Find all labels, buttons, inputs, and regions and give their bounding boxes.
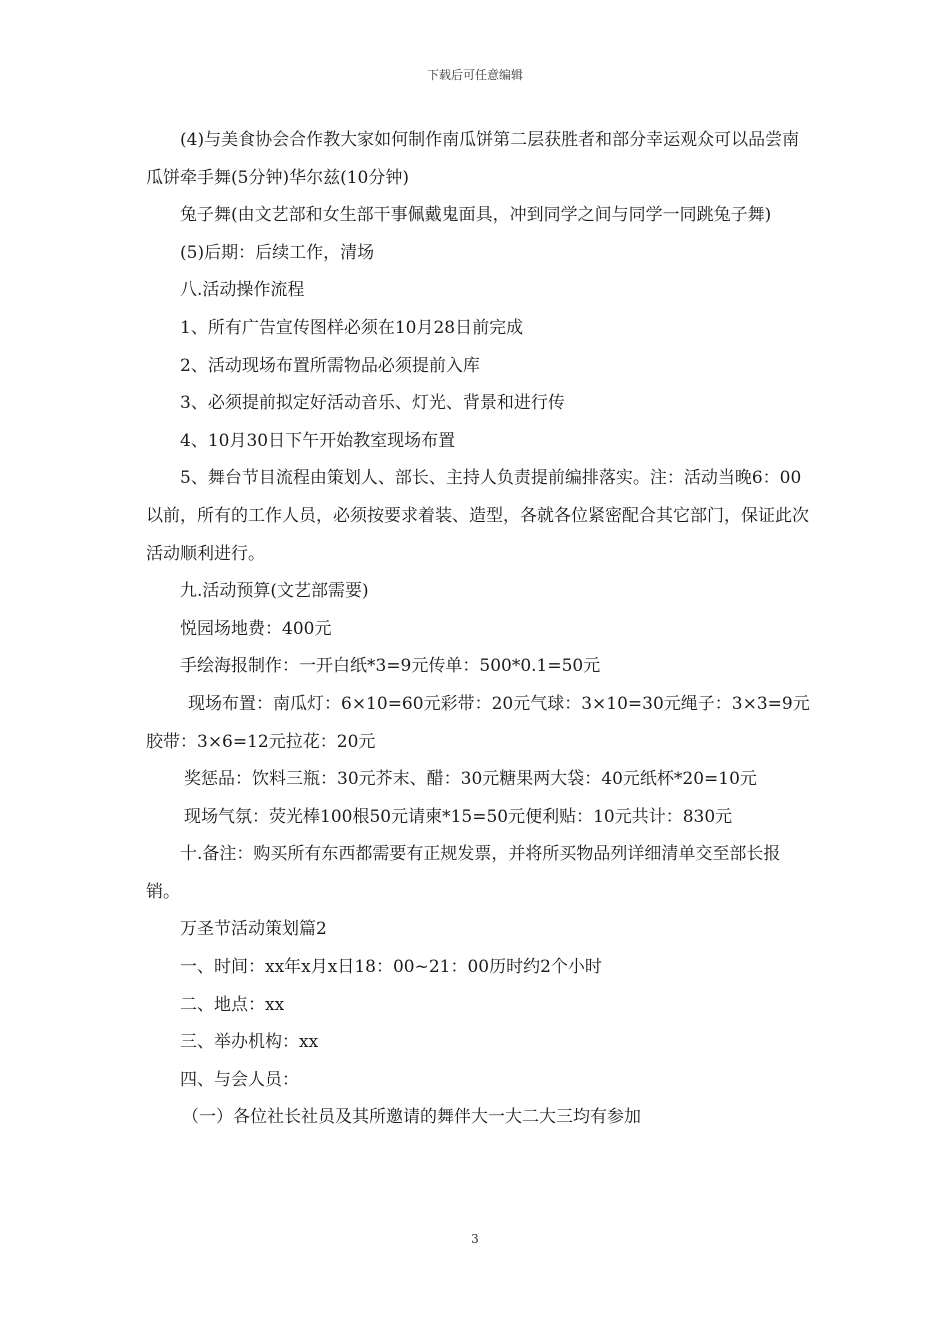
budget-item-atmosphere: 现场气氛：荧光棒100根50元请柬*15=50元便利贴：10元共计：830元	[184, 806, 733, 827]
page-header: 下载后可任意编辑	[426, 68, 523, 82]
plan-2-location: 二、地点：xx	[180, 994, 285, 1015]
plan-2-time: 一、时间：xx年x月x日18：00~21：00历时约2个小时	[180, 957, 602, 978]
list-item-flow-1: 1、所有广告宣传图样必须在10月28日前完成	[180, 317, 524, 338]
document-body	[146, 122, 810, 1137]
list-item-flow-5: 5、舞台节目流程由策划人、部长、主持人负责提前编排落实。注：活动当晚6：00以前，所有的工作人员，必须按要求着装、造型，各就各位紧密配合其它部门，保证此次活动顺利进行。	[146, 468, 809, 564]
budget-item-venue: 悦园场地费：400元	[180, 618, 332, 639]
section-title-plan-2: 万圣节活动策划篇2	[180, 919, 327, 940]
paragraph-post-phase: (5)后期：后续工作，清场	[180, 242, 375, 263]
list-item-flow-2: 2、活动现场布置所需物品必须提前入库	[180, 355, 480, 376]
budget-item-poster: 手绘海报制作：一开白纸*3=9元传单：500*0.1=50元	[180, 656, 601, 677]
budget-item-prizes: 奖惩品：饮料三瓶：30元芥末、醋：30元糖果两大袋：40元纸杯*20=10元	[184, 769, 757, 790]
paragraph-making-pumpkin-cake: (4)与美食协会合作教大家如何制作南瓜饼第二层获胜者和部分幸运观众可以品尝南瓜饼牵手舞(5分钟)华尔兹(10分钟)	[146, 130, 800, 188]
list-item-flow-4: 4、10月30日下午开始教室现场布置	[180, 430, 456, 451]
plan-2-attendees: 四、与会人员：	[180, 1069, 299, 1090]
plan-2-attendees-group-1: （一）各位社长社员及其所邀请的舞伴大一大二大三均有参加	[182, 1107, 641, 1128]
section-heading-operation-flow: 八.活动操作流程	[180, 280, 305, 301]
paragraph-bunny-dance: 兔子舞(由文艺部和女生部干事佩戴鬼面具，冲到同学之间与同学一同跳兔子舞)	[180, 205, 772, 226]
section-heading-budget: 九.活动预算(文艺部需要)	[180, 581, 369, 602]
section-heading-remarks: 十.备注：购买所有东西都需要有正规发票，并将所买物品列详细清单交至部长报销。	[146, 844, 781, 902]
budget-item-decoration: 现场布置：南瓜灯：6×10=60元彩带：20元气球：3×10=30元绳子：3×3=9元胶带：3×6=12元拉花：20元	[146, 693, 810, 752]
page-number: 3	[471, 1232, 479, 1246]
list-item-flow-3: 3、必须提前拟定好活动音乐、灯光、背景和进行传	[180, 393, 565, 414]
plan-2-organizer: 三、举办机构：xx	[180, 1032, 319, 1053]
